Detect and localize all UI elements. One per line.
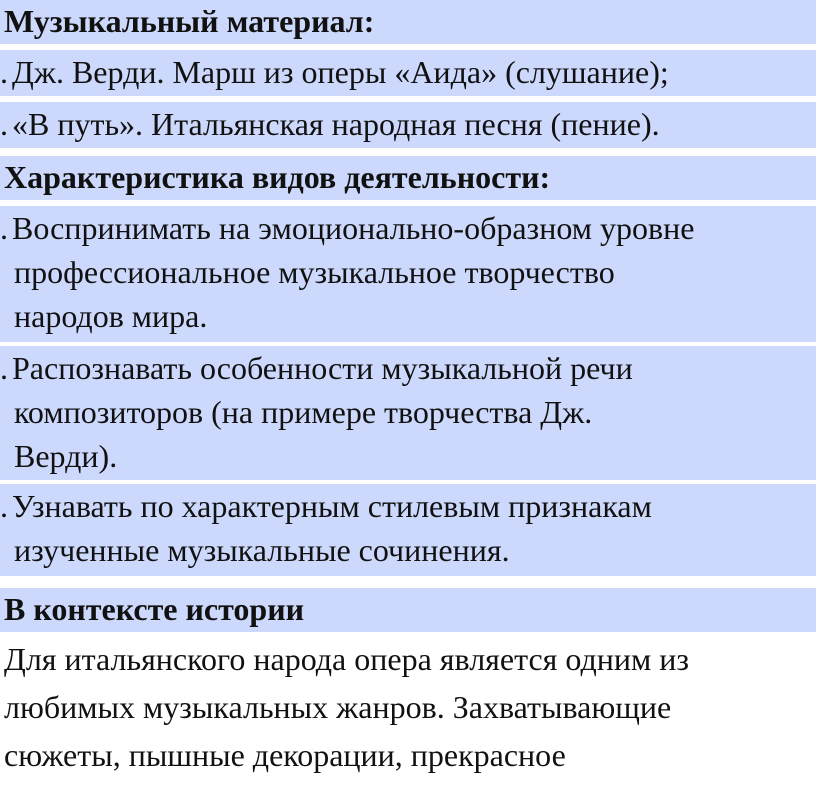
list-item-text: Распознавать особенности музыкальной речи <box>12 350 633 386</box>
list-item-text: Дж. Верди. Марш из оперы «Аида» (слушание); <box>12 54 669 90</box>
list-item <box>0 346 816 480</box>
list-item-text: профессиональное музыкальное творчество <box>14 254 615 290</box>
list-marker: . <box>0 488 8 524</box>
list-item <box>0 50 816 96</box>
list-marker: . <box>0 106 8 142</box>
section-heading-history-context: В контексте истории <box>0 588 816 632</box>
list-item <box>0 102 816 148</box>
history-paragraph-line: любимых музыкальных жанров. Захватывающие <box>4 689 672 725</box>
list-item-text: композиторов (на примере творчества Дж. <box>14 394 593 430</box>
history-paragraph-line: Для итальянского народа опера является одним из <box>4 641 689 677</box>
list-item <box>0 206 816 342</box>
list-item-text: Воспринимать на эмоционально-образном уровне <box>12 210 695 246</box>
list-item-text: Узнавать по характерным стилевым признакам <box>12 488 652 524</box>
list-item <box>0 484 816 576</box>
history-paragraph-line: сюжеты, пышные декорации, прекрасное <box>4 737 566 773</box>
section-heading-activity-characteristics: Характеристика видов деятельности: <box>0 156 816 200</box>
list-item-text: «В путь». Итальянская народная песня (пение). <box>12 106 660 142</box>
list-marker: . <box>0 210 8 246</box>
section-heading-music-material: Музыкальный материал: <box>0 0 816 44</box>
list-item-text: Верди). <box>14 438 118 474</box>
list-marker: . <box>0 350 8 386</box>
list-item-text: народов мира. <box>14 298 208 334</box>
list-marker: . <box>0 54 8 90</box>
list-item-text: изученные музыкальные сочинения. <box>14 532 510 568</box>
